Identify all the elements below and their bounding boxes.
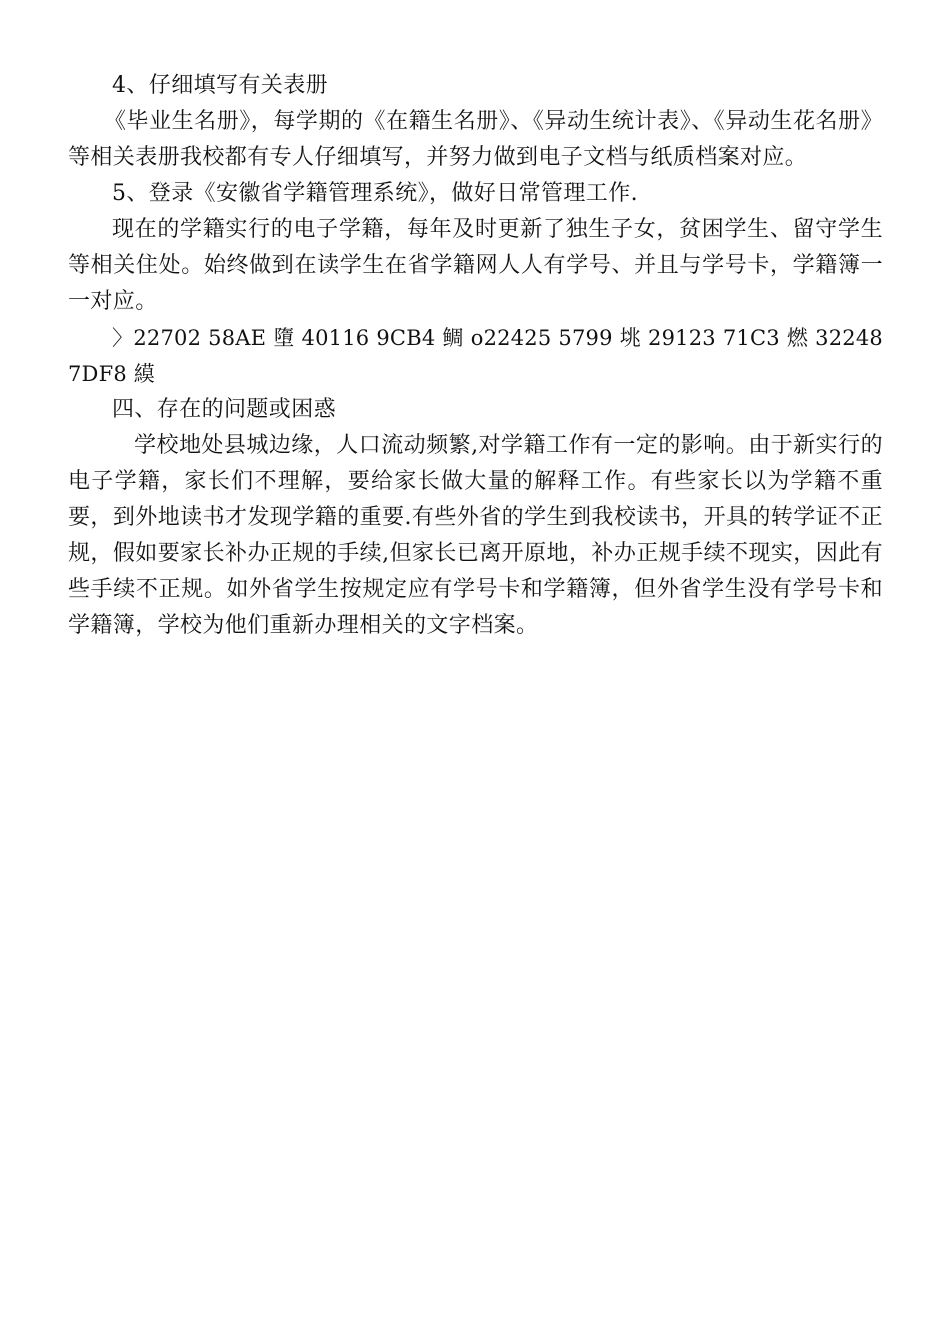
- section-heading-fill-forms: 4、仔细填写有关表册: [112, 73, 328, 98]
- section-heading-login-system: 5、登录《安徽省学籍管理系统》，做好日常管理工作.: [112, 181, 638, 206]
- paragraph-garbled-codes: 〉22702 58AE 墮 40116 9CB4 鲷 o22425 5799 垗 29123 71C3 燃 32248 7DF8 縸: [68, 326, 883, 386]
- paragraph-electronic-records: 现在的学籍实行的电子学籍，每年及时更新了独生子女，贫困学生、留守学生等相关住处。始终做到在读学生在省学籍网人人有学号、并且与学号卡，学籍簿一一对应。: [68, 217, 883, 314]
- paragraph-problems: 学校地处县城边缘，人口流动频繁,对学籍工作有一定的影响。由于新实行的电子学籍，家长们不理解，要给家长做大量的解释工作。有些家长以为学籍不重要，到外地读书才发现学籍的重要.有些外省的学生到我校读书，开具的转学证不正规，假如要家长补办正规的手续,但家长已离开原地，补办正规手续不现实，因此有些手续不正规。如外省学生按规定应有学号卡和学籍簿，但外省学生没有学号卡和学籍簿，学校为他们重新办理相关的文字档案。: [68, 433, 883, 638]
- paragraph-rosters: 《毕业生名册》，每学期的《在籍生名册》、《异动生统计表》、《异动生花名册》等相关表册我校都有专人仔细填写，并努力做到电子文档与纸质档案对应。: [68, 109, 883, 170]
- document-body: [68, 68, 883, 644]
- section-heading-problems: 四、存在的问题或困惑: [112, 397, 337, 422]
